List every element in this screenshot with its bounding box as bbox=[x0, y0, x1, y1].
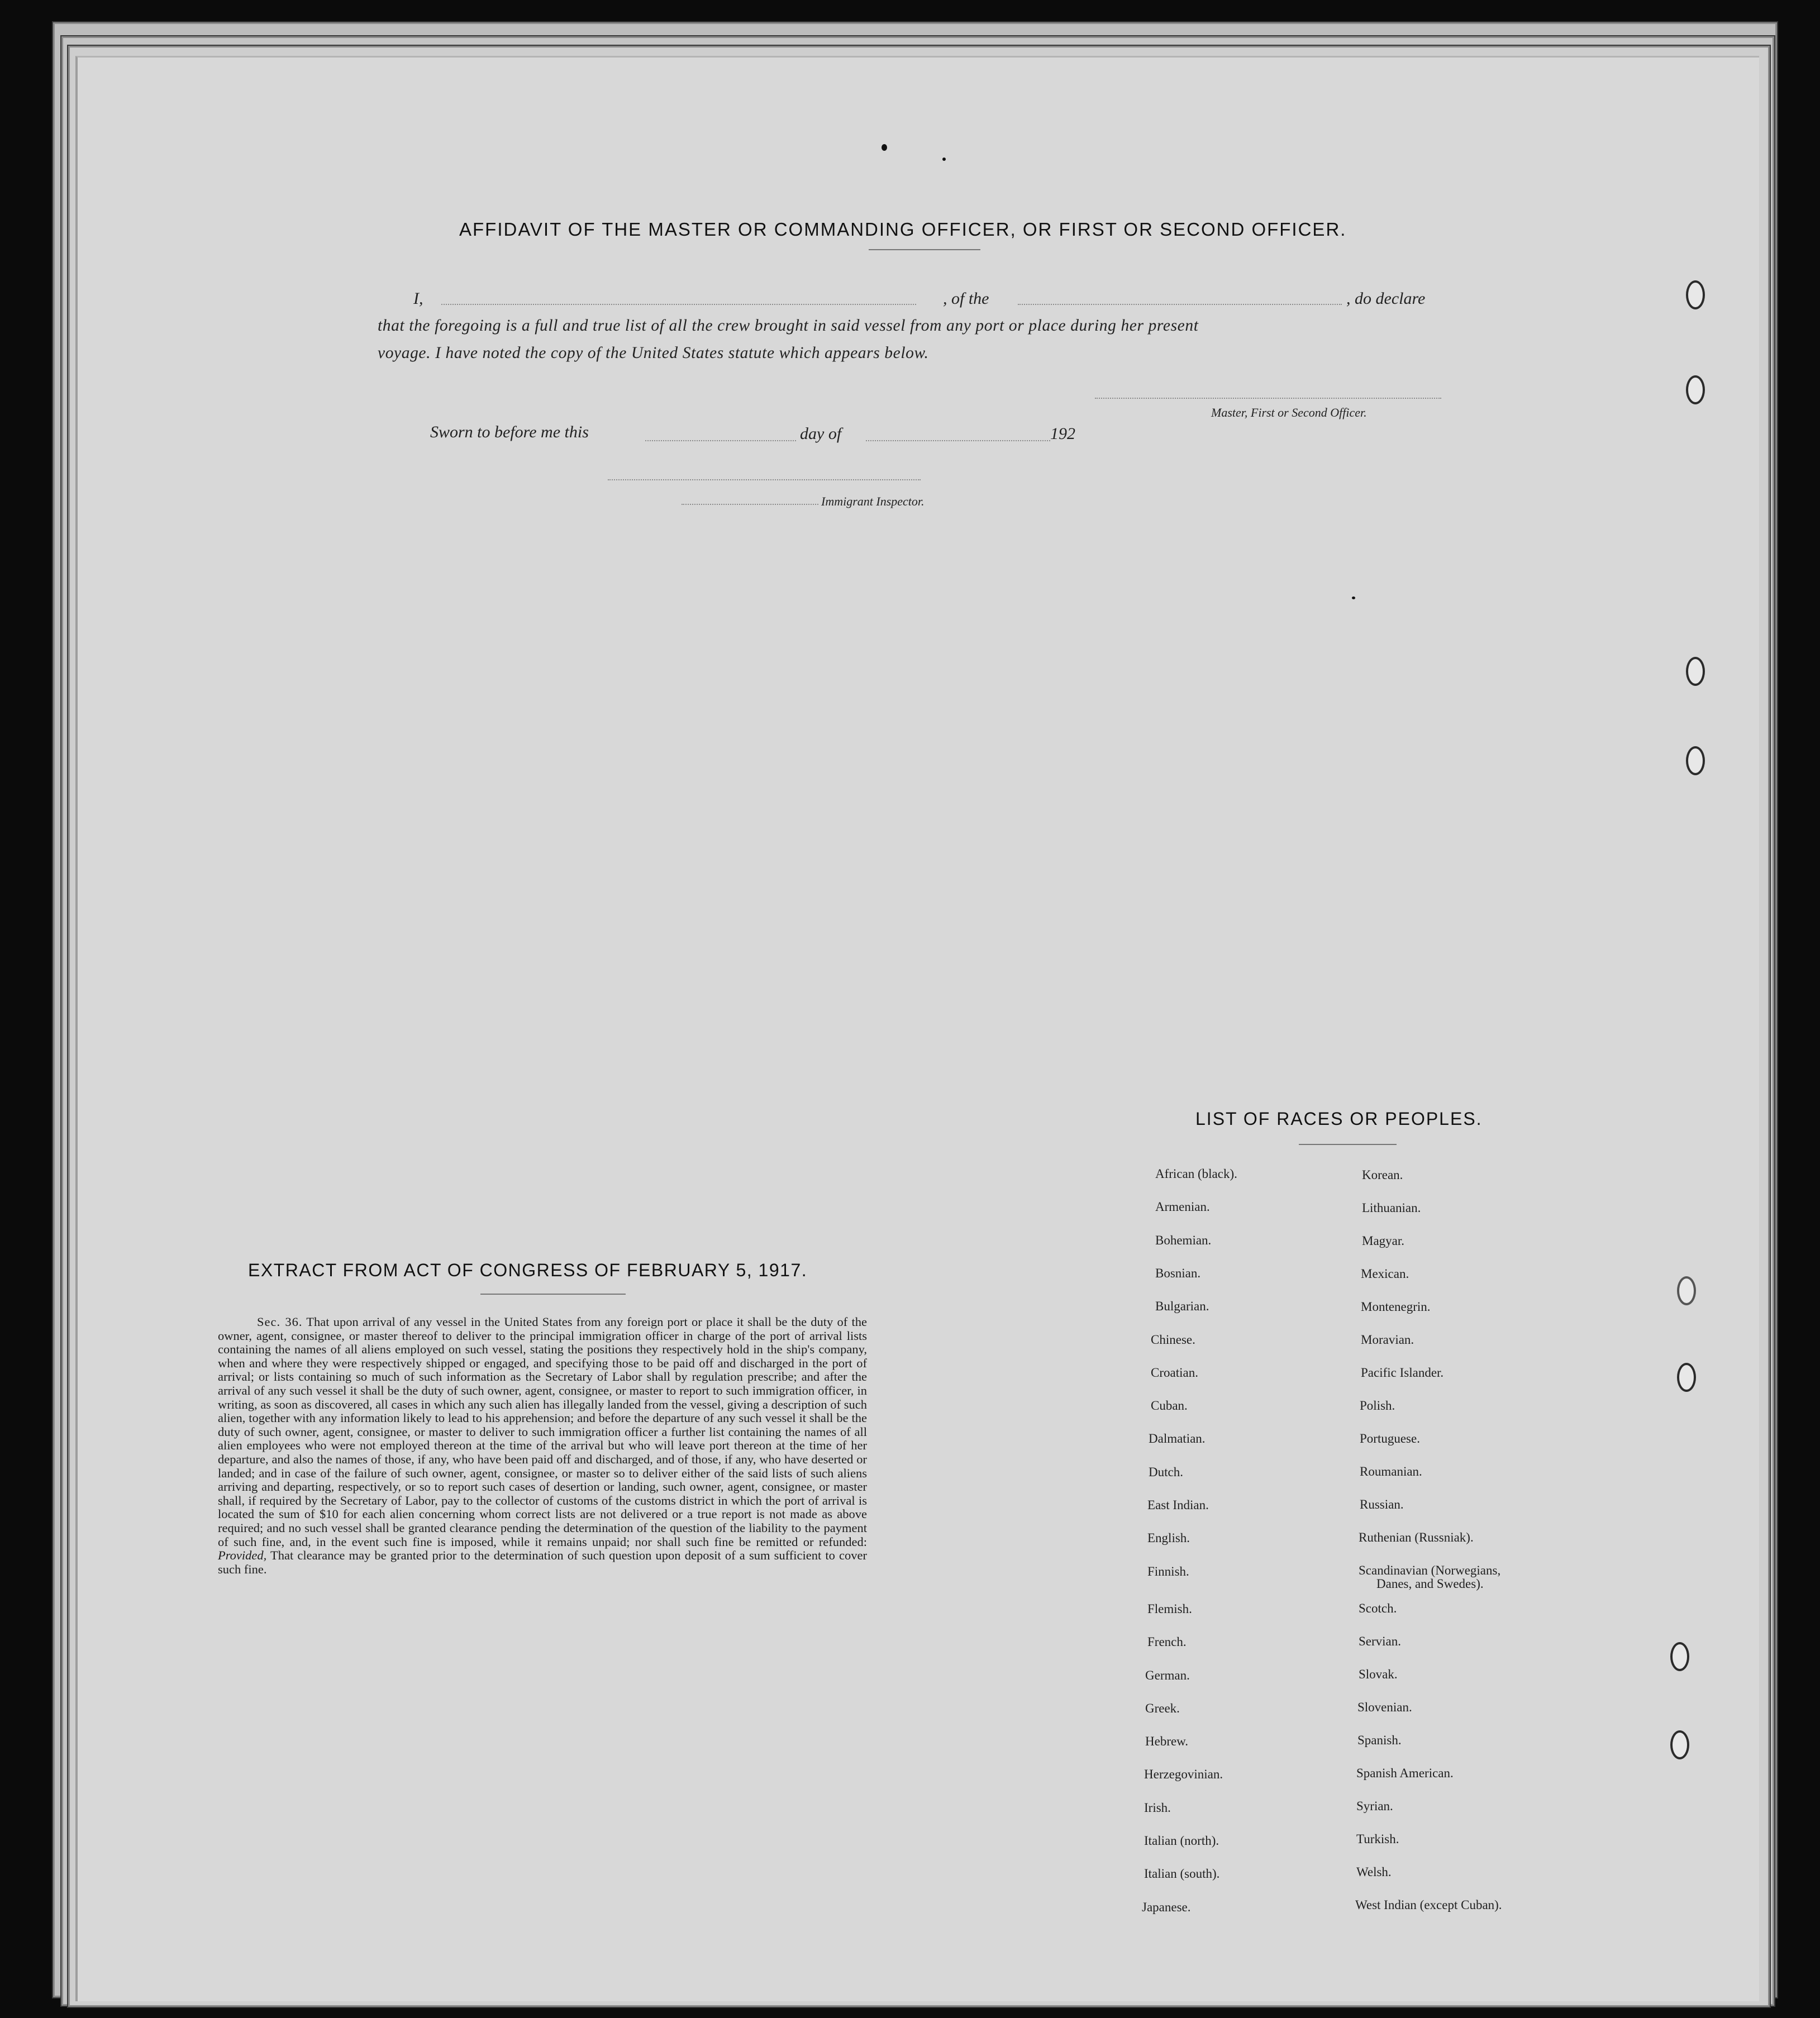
ink-speck bbox=[1352, 597, 1355, 599]
race-item: Irish. bbox=[1144, 1800, 1171, 1815]
race-item: Herzegovinian. bbox=[1144, 1767, 1223, 1782]
provided-word: Provided, bbox=[218, 1548, 267, 1563]
extract-title-rule bbox=[480, 1294, 626, 1295]
race-item: Italian (north). bbox=[1144, 1834, 1219, 1848]
race-item: Korean. bbox=[1362, 1168, 1403, 1182]
affidavit-title: AFFIDAVIT OF THE MASTER OR COMMANDING OFFICER, OR FIRST OR SECOND OFFICER. bbox=[459, 219, 1347, 240]
race-item: Scandinavian (Norwegians, bbox=[1359, 1563, 1501, 1577]
race-item: Servian. bbox=[1359, 1634, 1402, 1648]
race-item: Moravian. bbox=[1361, 1333, 1414, 1347]
race-item: Slovak. bbox=[1359, 1667, 1398, 1681]
race-item: Bohemian. bbox=[1155, 1233, 1212, 1247]
affidavit-line3: voyage. I have noted the copy of the United States statute which appears below. bbox=[378, 344, 929, 362]
race-item: West Indian (except Cuban). bbox=[1355, 1898, 1502, 1912]
race-item: Scotch. bbox=[1359, 1601, 1397, 1615]
binder-hole bbox=[1677, 1363, 1696, 1392]
ink-speck bbox=[942, 158, 946, 161]
race-item: English. bbox=[1147, 1531, 1190, 1545]
section-label: Sec. 36. bbox=[257, 1315, 303, 1329]
affidavit-line2: that the foregoing is a full and true list of all the crew brought in said vessel from any port or place during her present bbox=[378, 317, 1199, 335]
affidavit-title-rule bbox=[869, 249, 980, 250]
sworn-day-blank[interactable] bbox=[645, 440, 796, 441]
binder-hole bbox=[1686, 746, 1705, 775]
race-item: Welsh. bbox=[1356, 1865, 1392, 1879]
affidavit-of-the: , of the bbox=[943, 289, 989, 308]
race-item: Magyar. bbox=[1362, 1234, 1405, 1248]
race-item: Bulgarian. bbox=[1155, 1299, 1209, 1314]
affidavit-i: I, bbox=[413, 289, 423, 308]
binder-hole bbox=[1670, 1642, 1689, 1671]
race-item: Finnish. bbox=[1147, 1564, 1189, 1578]
race-item: African (black). bbox=[1155, 1167, 1237, 1181]
race-item: East Indian. bbox=[1147, 1498, 1209, 1512]
master-caption: Master, First or Second Officer. bbox=[1211, 405, 1367, 419]
day-of-text: day of bbox=[800, 424, 842, 443]
race-item: Russian. bbox=[1360, 1497, 1404, 1511]
race-item: Greek. bbox=[1145, 1701, 1180, 1715]
sworn-text: Sworn to before me this bbox=[430, 423, 589, 441]
race-item: Japanese. bbox=[1142, 1900, 1191, 1914]
race-item: Dalmatian. bbox=[1149, 1432, 1206, 1446]
inspector-signature-blank-1[interactable] bbox=[608, 479, 921, 480]
binder-hole bbox=[1686, 280, 1705, 309]
master-name-blank[interactable] bbox=[441, 304, 916, 305]
statute-proviso: That clearance may be granted prior to the determination of such question upon deposit of a sum sufficient to cover such fine. bbox=[218, 1548, 867, 1576]
race-item: Dutch. bbox=[1149, 1464, 1183, 1479]
race-item: Spanish American. bbox=[1356, 1766, 1454, 1780]
race-item: Croatian. bbox=[1151, 1365, 1198, 1380]
race-item: Cuban. bbox=[1151, 1399, 1188, 1413]
race-item: French. bbox=[1147, 1635, 1187, 1649]
race-item: Roumanian. bbox=[1360, 1464, 1422, 1478]
race-item: Ruthenian (Russniak). bbox=[1359, 1530, 1474, 1544]
race-item: Flemish. bbox=[1147, 1601, 1192, 1616]
race-item: Armenian. bbox=[1155, 1200, 1210, 1214]
binder-hole bbox=[1686, 657, 1705, 686]
ink-speck bbox=[882, 144, 887, 151]
inspector-signature-blank-2[interactable] bbox=[682, 504, 818, 505]
inspector-caption: Immigrant Inspector. bbox=[821, 494, 925, 508]
race-item: Montenegrin. bbox=[1361, 1300, 1431, 1314]
master-signature-blank[interactable] bbox=[1095, 398, 1441, 399]
race-item: Turkish. bbox=[1356, 1832, 1399, 1846]
race-item: Polish. bbox=[1360, 1399, 1395, 1413]
race-item: Italian (south). bbox=[1144, 1867, 1220, 1881]
binder-hole bbox=[1686, 375, 1705, 404]
statute-paragraph bbox=[218, 1315, 867, 1576]
binder-hole bbox=[1670, 1730, 1689, 1759]
vessel-name-blank[interactable] bbox=[1018, 304, 1342, 305]
race-item: Bosnian. bbox=[1155, 1266, 1201, 1280]
race-item: Mexican. bbox=[1361, 1267, 1409, 1281]
race-item: Lithuanian. bbox=[1362, 1201, 1421, 1215]
affidavit-declare: , do declare bbox=[1346, 289, 1426, 308]
race-item: Pacific Islander. bbox=[1361, 1366, 1444, 1380]
races-title: LIST OF RACES OR PEOPLES. bbox=[1195, 1109, 1483, 1129]
extract-title: EXTRACT FROM ACT OF CONGRESS OF FEBRUARY 5, 1917. bbox=[248, 1260, 808, 1280]
race-item: Chinese. bbox=[1151, 1332, 1195, 1347]
race-item: Portuguese. bbox=[1360, 1432, 1420, 1445]
race-item: Danes, and Swedes). bbox=[1376, 1577, 1484, 1591]
sworn-month-blank[interactable] bbox=[866, 440, 1050, 441]
race-item: Slovenian. bbox=[1357, 1700, 1412, 1714]
statute-body: That upon arrival of any vessel in the United States from any foreign port or place it shall be the duty of the owner, agent, consignee, or master thereof to deliver to the principal immigration officer in charge of the port of arrival lists containing the names of all aliens employed on such vessel, stating the positions they respectively hold in the ship's company, when and where they were respectively shipped or engaged, and specifying those to be paid off and discharged in the port of arrival; or lists containing so much of such information as the Secretary of Labor shall by regulation prescribe; and after the arrival of any such vessel it shall be the duty of such owner, agent, consignee, or master to report to such immigration officer, in writing, as soon as discovered, all cases in which any such alien has illegally landed from the vessel, giving a description of such alien, together with any information likely to lead to his apprehension; and before the departure of any such vessel it shall be the duty of such owner, agent, consignee, or master to deliver to such immigration officer a further list containing the names of all alien employees who were not employed thereon at the time of the arrival but who will leave port thereon at the time of her departure, and also the names of those, if any, who have been paid off and discharged, and of those, if any, who have deserted or landed; and in case of the failure of such owner, agent, consignee, or master so to deliver either of the said lists of such aliens arriving and departing, respectively, or so to report such cases of desertion or landing, such owner, agent, consignee, or master shall, if required by the Secretary of Labor, pay to the collector of customs of the customs district in which the port of arrival is located the sum of $10 for each alien concerning whom correct lists are not delivered or a true report is not made as above required; and no such vessel shall be granted clearance pending the determination of the question of the liability to the payment of such fine, and, in the event such fine is imposed, while it remains unpaid; nor shall such fine be remitted or refunded: bbox=[218, 1315, 867, 1549]
race-item: Spanish. bbox=[1357, 1733, 1402, 1747]
race-item: Hebrew. bbox=[1145, 1734, 1189, 1749]
binder-hole bbox=[1677, 1276, 1696, 1305]
races-title-rule bbox=[1299, 1144, 1397, 1145]
race-item: Syrian. bbox=[1356, 1799, 1393, 1813]
year-text: 192 bbox=[1050, 424, 1075, 443]
race-item: German. bbox=[1145, 1668, 1190, 1682]
